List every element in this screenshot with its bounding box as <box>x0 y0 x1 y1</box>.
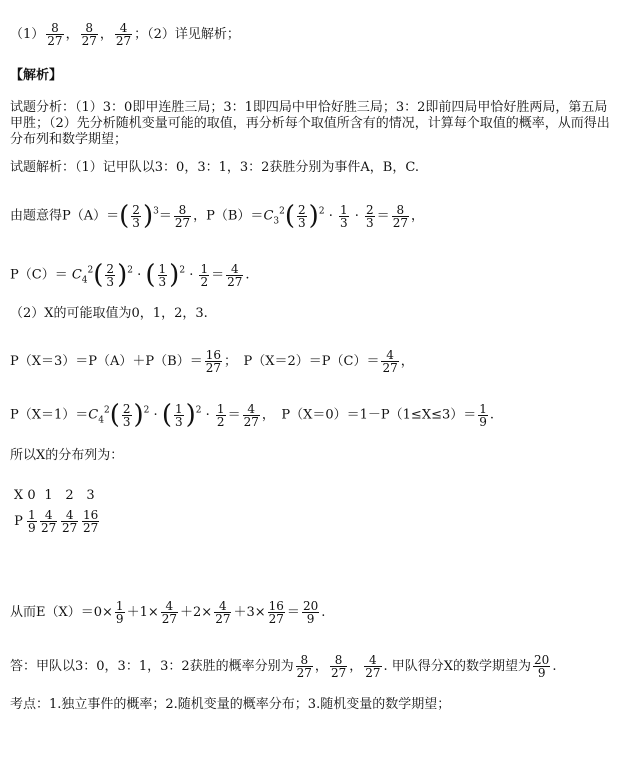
expectation-equation: 从而E（X）＝0× $\frac{1}{9}$ ＋1× $\frac{4}{27}$ ＋2× $\frac{4}{27}$ ＋3× $\frac{16}{27}$ ＝ $\frac{20}{9}$ . <box>10 599 326 626</box>
fraction: $\frac{1}{3}$ <box>158 261 167 289</box>
fraction: $\frac{16}{27}$ <box>268 599 284 626</box>
fraction: $\frac{4}{27}$ <box>115 21 132 48</box>
answer-part1-label: （1） <box>10 27 45 42</box>
table-row-x <box>12 484 101 506</box>
fraction: $\frac{1}{3}$ <box>339 202 348 230</box>
key-points: 考点：1.独立事件的概率；2.随机变量的概率分布；3.随机变量的数学期望； <box>10 697 451 712</box>
fraction: $\frac{20}{9}$ <box>302 599 319 626</box>
p-value: $\frac{16}{27}$ <box>83 507 99 535</box>
x-value: 2 <box>65 487 74 503</box>
section-heading: 【解析】 <box>10 68 63 83</box>
fraction: $\frac{8}{27}$ <box>392 202 408 230</box>
fraction: $\frac{4}{27}$ <box>227 261 243 289</box>
equation-px1-px0: $P(X=1)=C_4^2$( $\frac{2}{3}$ )$^2$ · ( $\frac{1}{3}$ )$^2$ · $\frac{1}{2}$ ＝ $\frac{4}{27}$ ， P（X＝0）＝1－P（1≤X≤3）＝ $\frac{1}{9}$ . <box>10 400 495 430</box>
p-value: $\frac{4}{27}$ <box>41 507 57 535</box>
fraction: $\frac{2}{3}$ <box>366 202 374 230</box>
fraction: $\frac{4}{27}$ <box>243 401 259 429</box>
fraction: $\frac{2}{3}$ <box>122 401 131 429</box>
fraction: $\frac{8}{27}$ <box>47 21 63 48</box>
solution-intro: 试题解析：（1）记甲队以3：0，3：1，3：2获胜分别为事件A，B，C. <box>10 160 419 175</box>
equation-px3-px2: P（X＝3）＝P（A）＋P（B）＝ $\frac{16}{27}$ ； P（X＝2）＝P（C）＝ $\frac{4}{27}$ ， <box>10 348 414 375</box>
fraction: $\frac{2}{3}$ <box>106 261 115 289</box>
fraction: $\frac{1}{2}$ <box>200 261 209 289</box>
fraction: $\frac{8}{27}$ <box>296 653 312 680</box>
analysis-paragraph: 试题分析：（1）3：0即甲连胜三局；3：1即四局中甲恰好胜三局；3：2即前四局甲恰好胜两局，第五局甲胜；（2）先分析随机变量可能的取值，再分析每个取值所含有的情况，计算每个取值的概率，从而得出分布列和数学期望； <box>10 100 610 147</box>
fraction: $\frac{8}{27}$ <box>174 202 191 230</box>
x-value: 1 <box>44 487 53 503</box>
fraction: $\frac{20}{9}$ <box>534 653 550 680</box>
x-value: 0 <box>27 487 36 503</box>
part2-intro: （2）X的可能取值为0，1，2，3. <box>10 306 208 321</box>
x-label: X <box>13 487 24 503</box>
fraction: $\frac{4}{27}$ <box>365 653 381 680</box>
fraction: $\frac{2}{3}$ <box>132 202 140 230</box>
fraction: $\frac{8}{27}$ <box>81 21 97 48</box>
fraction: $\frac{4}{27}$ <box>215 599 231 626</box>
fraction: $\frac{2}{3}$ <box>298 202 306 230</box>
p-value: $\frac{1}{9}$ <box>28 507 36 535</box>
fraction: $\frac{16}{27}$ <box>205 348 221 375</box>
equation-pc: $P(C)= C_4^2$( $\frac{2}{3}$ )$^2$ · ( $\frac{1}{3}$ )$^2$ · $\frac{1}{2}$ ＝ $\frac{4}{27}$ . <box>10 260 250 290</box>
fraction: $\frac{8}{27}$ <box>330 653 347 680</box>
answer-summary: （1） $\frac{8}{27}$ ， $\frac{8}{27}$ ， $\frac{4}{27}$ ；（2）详见解析； <box>10 21 240 48</box>
fraction: $\frac{1}{2}$ <box>216 401 225 429</box>
x-value: 3 <box>86 487 95 503</box>
table-row-p <box>12 507 101 535</box>
fraction: $\frac{4}{27}$ <box>382 348 398 375</box>
distribution-table <box>12 484 101 535</box>
equation-pa-pb: 由题意得P（A）＝( $\frac{2}{3}$ )$^3$＝ $\frac{8}{27}$ ，$P(B)=C_3^2$( $\frac{2}{3}$ )$^2$ · $\frac{1}{3}$ · $\frac{2}{3}$ ＝ $\frac{8}{27}$ ， <box>10 201 424 231</box>
fraction: $\frac{1}{9}$ <box>115 599 124 626</box>
distribution-intro: 所以X的分布列为： <box>10 448 124 463</box>
final-answer: 答：甲队以3：0，3：1，3：2获胜的概率分别为 $\frac{8}{27}$ ， $\frac{8}{27}$ ， $\frac{4}{27}$ . 甲队得分X的数学期望为 $\frac{20}{9}$ . <box>10 653 557 680</box>
fraction: $\frac{1}{3}$ <box>174 401 183 429</box>
fraction: $\frac{4}{27}$ <box>161 599 178 626</box>
p-value: $\frac{4}{27}$ <box>62 507 78 535</box>
fraction: $\frac{1}{9}$ <box>479 401 487 429</box>
p-label: P <box>14 513 23 529</box>
